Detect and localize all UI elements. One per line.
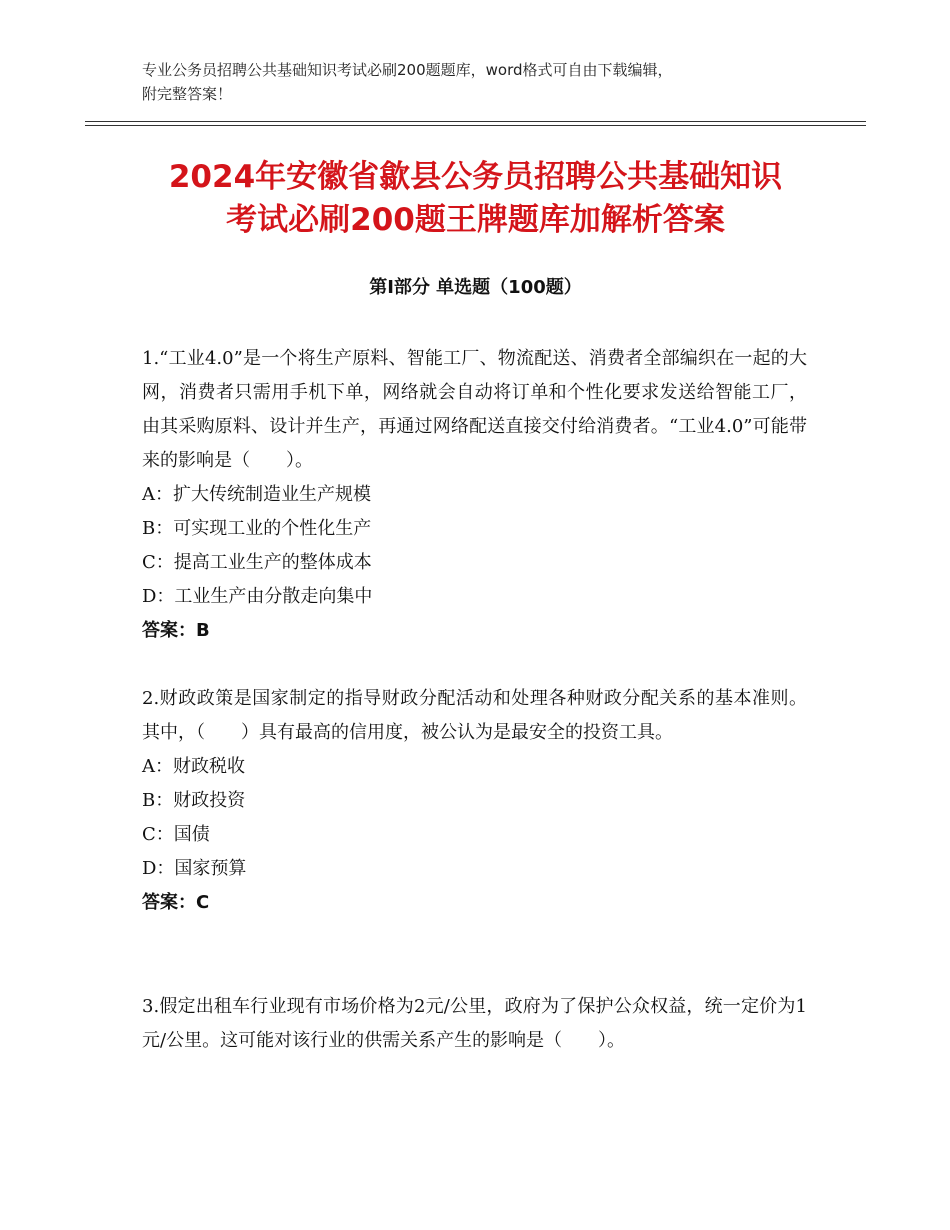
document-title-line-2: 考试必刷200题王牌题库加解析答案 <box>226 202 725 238</box>
header-note-line-2: 附完整答案！ <box>142 85 233 103</box>
header-rule-top <box>85 121 866 122</box>
option-d: D：国家预算 <box>142 858 247 879</box>
document-title <box>85 156 866 242</box>
question-stem: 1.“工业4.0”是一个将生产原料、智能工厂、物流配送、消费者全部编织在一起的大网，消费者只需用手机下单，网络就会自动将订单和个性化要求发送给智能工厂，由其采购原料、设计并生产，再通过网络配送直接交付给消费者。“工业4.0”可能带来的影响是（ ）。 <box>142 348 807 471</box>
header-note <box>142 58 822 106</box>
option-c: C：国债 <box>142 824 210 845</box>
question-1 <box>142 342 807 648</box>
answer: 答案：C <box>142 892 210 913</box>
option-c: C：提高工业生产的整体成本 <box>142 552 372 573</box>
question-stem: 2.财政政策是国家制定的指导财政分配活动和处理各种财政分配关系的基本准则。其中，（ ）具有最高的信用度，被公认为是最安全的投资工具。 <box>142 688 807 743</box>
question-2 <box>142 682 807 920</box>
header-note-line-1: 专业公务员招聘公共基础知识考试必刷200题题库，word格式可自由下载编辑， <box>142 61 673 79</box>
option-a: A：扩大传统制造业生产规模 <box>142 484 371 505</box>
section-heading: 第Ⅰ部分 单选题（100题） <box>369 277 582 298</box>
option-b: B：可实现工业的个性化生产 <box>142 518 372 539</box>
question-3 <box>142 990 807 1058</box>
answer: 答案：B <box>142 620 210 641</box>
option-d: D：工业生产由分散走向集中 <box>142 586 373 607</box>
header-rule-bottom <box>85 125 866 126</box>
question-stem: 3.假定出租车行业现有市场价格为2元/公里，政府为了保护公众权益，统一定价为1元/公里。这可能对该行业的供需关系产生的影响是（ ）。 <box>142 996 807 1051</box>
option-b: B：财政投资 <box>142 790 246 811</box>
document-title-line-1: 2024年安徽省歙县公务员招聘公共基础知识 <box>168 159 783 195</box>
option-a: A：财政税收 <box>142 756 245 777</box>
